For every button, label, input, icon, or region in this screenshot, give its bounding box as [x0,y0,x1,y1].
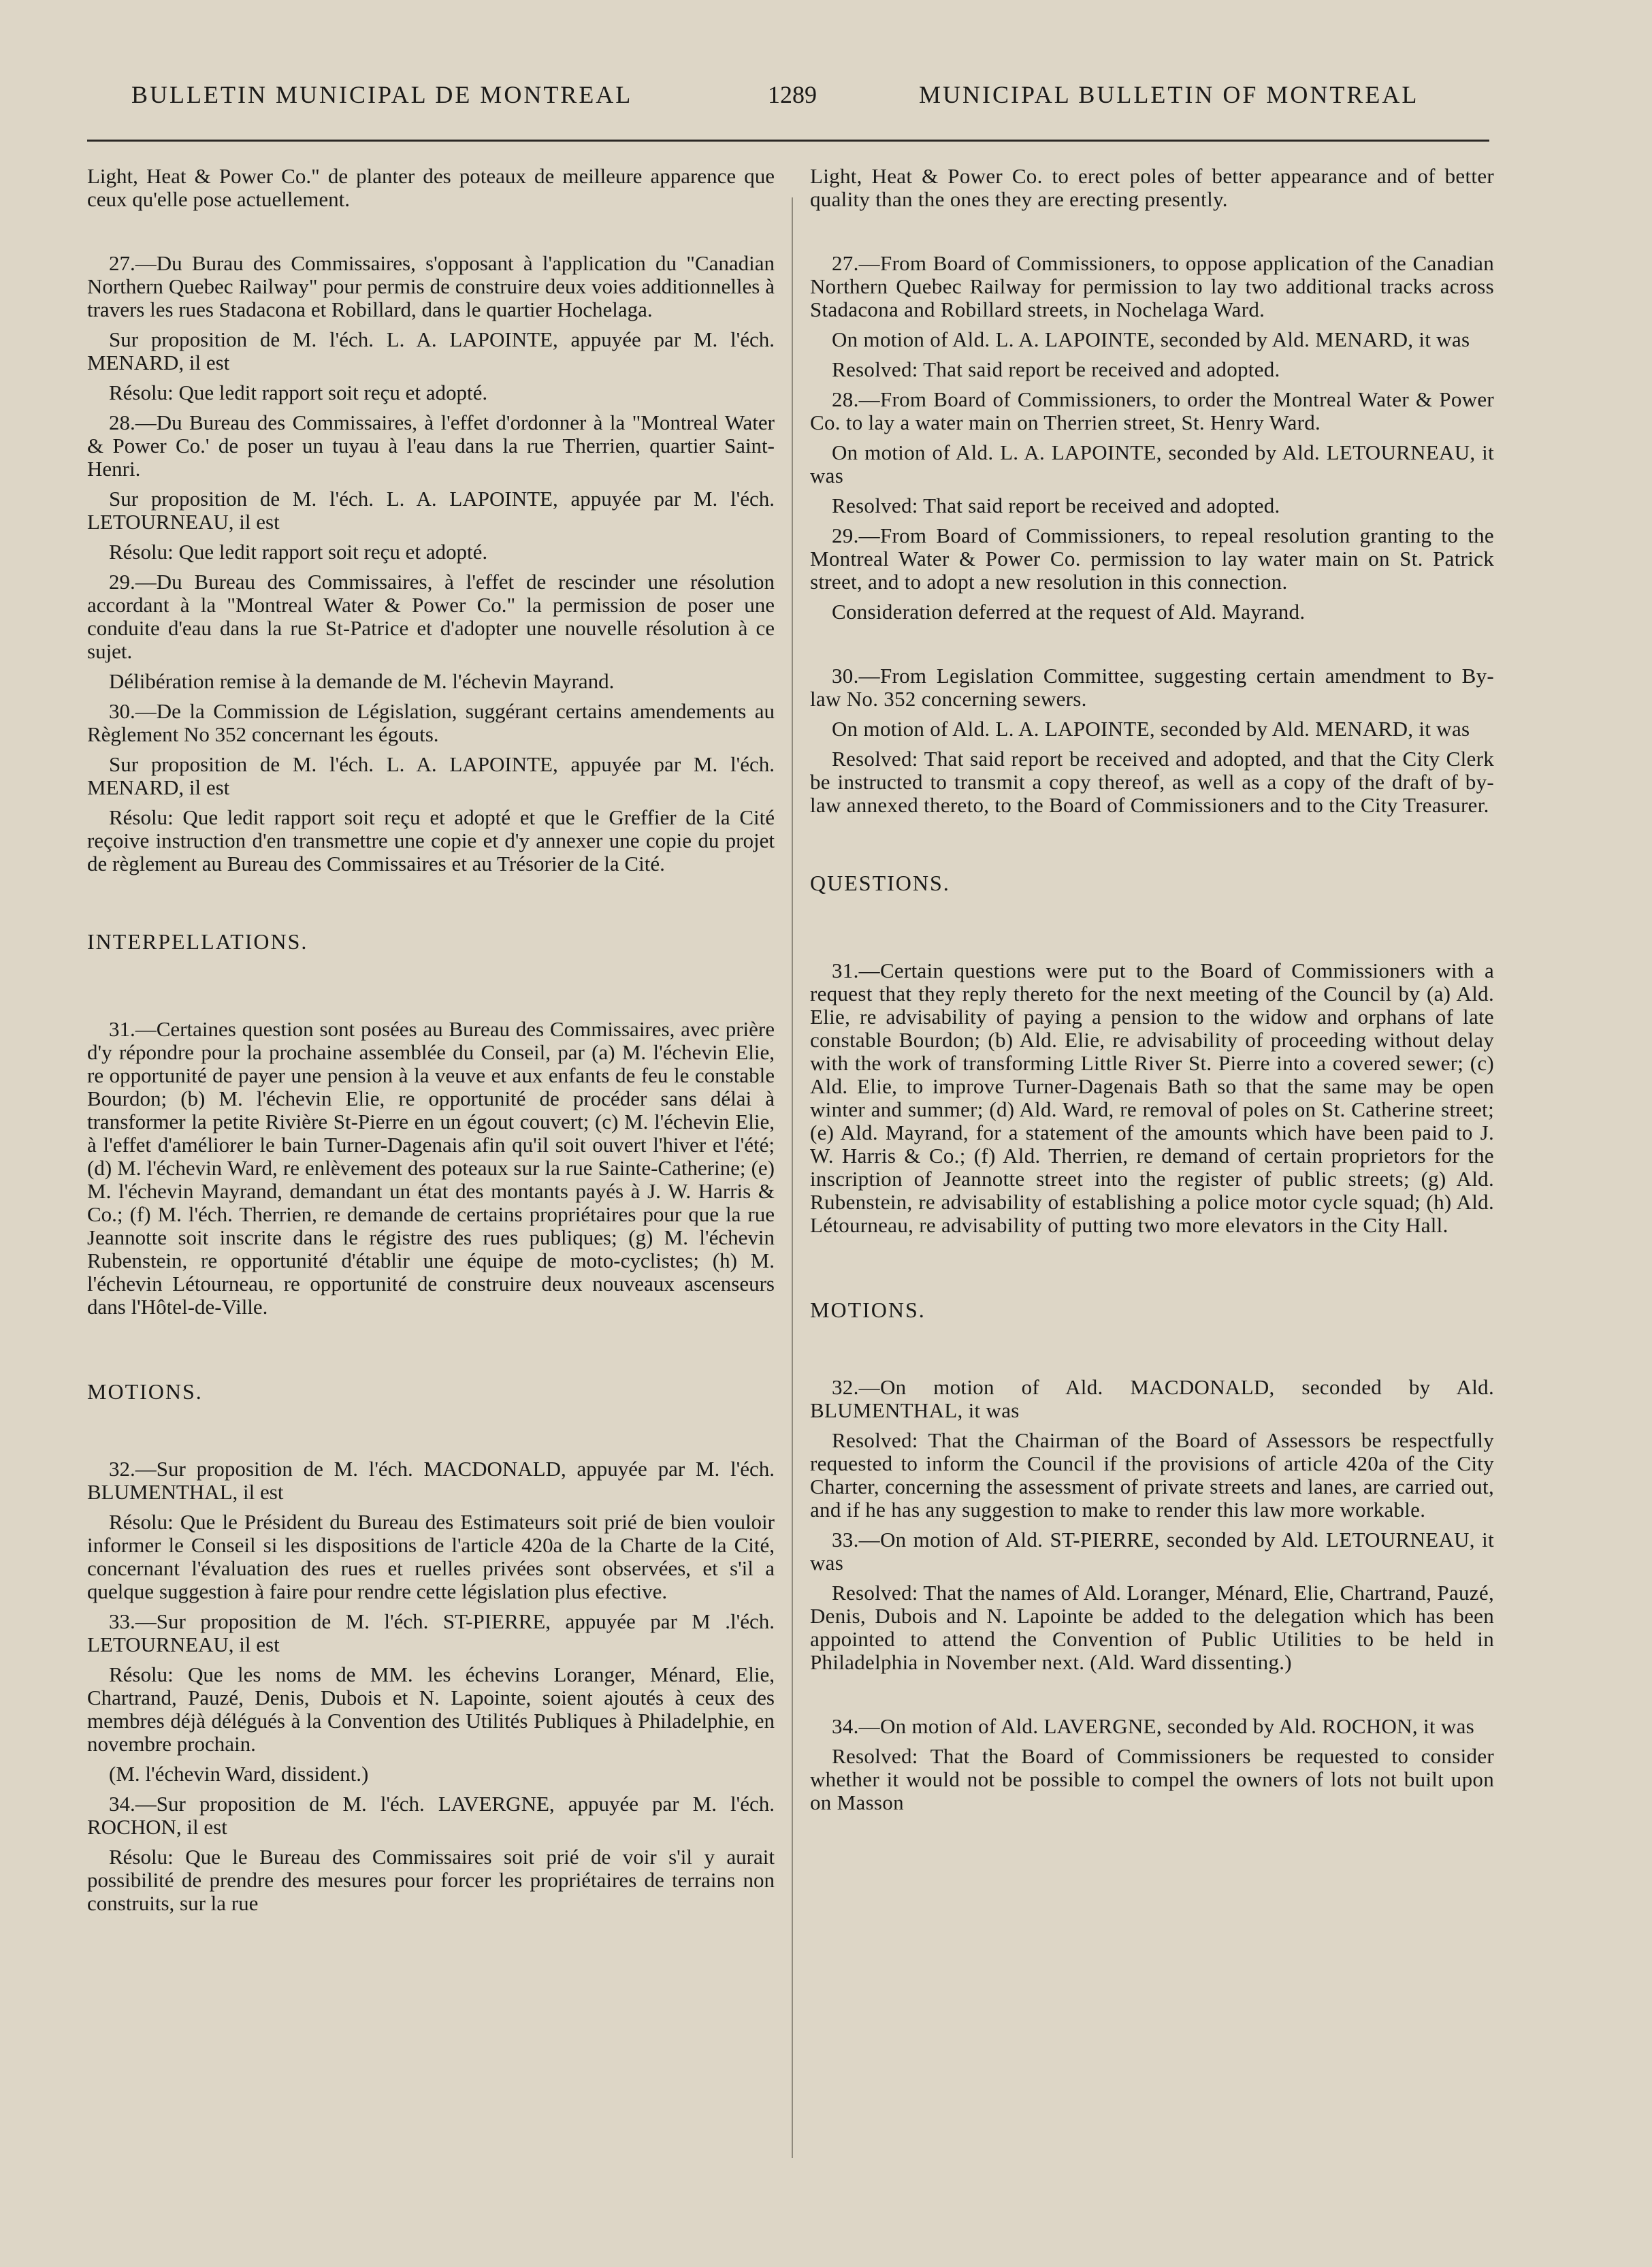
resolution: Résolu: Que ledit rapport soit reçu et adopté. [109,540,488,564]
header-rule [87,140,1489,142]
resolution: Resolved: That the Chairman of the Board of Assessors be respectfully requested to inform the Council if the provisions of article 420a of the City Charter, concerning the assessment of private streets and lanes, are carried out, and if he has any suggestion to make to render this law more workable. [810,1428,1494,1522]
column-divider [792,197,793,2158]
header-title-french: BULLETIN MUNICIPAL DE MONTREAL [131,81,633,108]
section-heading-questions: QUESTIONS. [810,871,950,895]
item-33: 33.—Sur proposition de M. l'éch. ST-PIERRE, appuyée par M .l'éch. LETOURNEAU, il est [87,1609,775,1656]
item-34: 34.—On motion of Ald. LAVERGNE, seconded by Ald. ROCHON, it was [832,1714,1474,1738]
resolution: Resolved: That said report be received and adopted, and that the City Clerk be instructed to transmit a copy thereof, as well as a copy of the draft of by-law annexed thereto, to the Board of Commissioners and to the City Treasurer. [810,747,1494,817]
page-header [0,80,1652,121]
section-heading-interpellations: INTERPELLATIONS. [87,929,308,954]
item-29: 29.—From Board of Commissioners, to repeal resolution granting to the Montreal Water & Power Co. permission to lay water main on St. Patrick street, and to adopt a new resolution in this connection. [810,524,1494,594]
item-28: 28.—From Board of Commissioners, to order the Montreal Water & Power Co. to lay a water main on Therrien street, St. Henry Ward. [810,387,1494,434]
item-32: 32.—On motion of Ald. MACDONALD, seconded by Ald. BLUMENTHAL, it was [810,1375,1494,1422]
section-heading-motions: MOTIONS. [87,1379,203,1404]
resolution: Résolu: Que le Président du Bureau des Estimateurs soit prié de bien vouloir informer le Conseil si les dispositions de l'article 420a de la Charte de la Cité, concernant l'évaluation des rues et ruelles privées sont observées, et s'il a quelque suggestion à faire pour rendre cette législation plus efective. [87,1510,775,1603]
item-34: 34.—Sur proposition de M. l'éch. LAVERGNE, appuyée par M. l'éch. ROCHON, il est [87,1792,775,1839]
motion-line: Sur proposition de M. l'éch. L. A. LAPOINTE, appuyée par M. l'éch. MENARD, il est [87,327,775,374]
paragraph: Light, Heat & Power Co." de planter des poteaux de meilleure apparence que ceux qu'elle pose actuellement. [87,164,775,211]
item-31: 31.—Certaines question sont posées au Bureau des Commissaires, avec prière d'y répondre pour la prochaine assemblée du Conseil, par (a) M. l'échevin Elie, re opportunité de payer une pension à la veuve et aux enfants de feu le constable Bourdon; (b) M. l'échevin Elie, re opportunité de procéder sans délai à transformer la petite Rivière St-Pierre en un égout couvert; (c) M. l'échevin Elie, à l'effet d'améliorer le bain Turner-Dagenais afin qu'il soit ouvert l'hiver et l'été; (d) M. l'échevin Ward, re enlèvement des poteaux sur la rue Sainte-Catherine; (e) M. l'échevin Mayrand, demandant un état des montants payés à J. W. Harris & Co.; (f) M. l'éch. Therrien, re demande de certains propriétaires pour que la rue Jeannotte soit inscrite dans le régistre des rues publiques; (g) M. l'échevin Rubenstein, re opportunité d'établir une équipe de moto-cyclistes; (h) M. l'échevin Létourneau, re opportunité de construire deux nouveaux ascenseurs dans l'Hôtel-de-Ville. [87,1017,775,1319]
item-27: 27.—Du Burau des Commissaires, s'opposant à l'application du "Canadian Northern Quebec Railway" pour permis de construire deux voies additionnelles à travers les rues Stadacona et Robillard, dans le quartier Hochelaga. [87,251,775,321]
item-28: 28.—Du Bureau des Commissaires, à l'effet d'ordonner à la "Montreal Water & Power Co.' de poser un tuyau à l'eau dans la rue Therrien, quartier Saint-Henri. [87,411,775,481]
item-30: 30.—From Legislation Committee, suggesting certain amendment to By-law No. 352 concerning sewers. [810,664,1494,711]
resolution: Consideration deferred at the request of Ald. Mayrand. [832,600,1306,624]
resolution: Resolved: That the names of Ald. Loranger, Ménard, Elie, Chartrand, Pauzé, Denis, Dubois and N. Lapointe be added to the delegation which has been appointed to attend the Convention of Public Utilities to be held in Philadelphia in November next. (Ald. Ward dissenting.) [810,1581,1494,1674]
item-32: 32.—Sur proposition de M. l'éch. MACDONALD, appuyée par M. l'éch. BLUMENTHAL, il est [87,1457,775,1504]
motion-line: On motion of Ald. L. A. LAPOINTE, seconded by Ald. LETOURNEAU, it was [810,440,1494,487]
english-column [810,165,1494,1821]
section-heading-motions: MOTIONS. [810,1298,926,1322]
paragraph: Light, Heat & Power Co. to erect poles of better appearance and of better quality than the ones they are erecting presently. [810,164,1494,211]
header-title-english: MUNICIPAL BULLETIN OF MONTREAL [919,81,1419,108]
motion-line: Sur proposition de M. l'éch. L. A. LAPOINTE, appuyée par M. l'éch. MENARD, il est [87,752,775,799]
resolution: Résolu: Que ledit rapport soit reçu et adopté et que le Greffier de la Cité reçoive instruction d'en transmettre une copie et d'y annexer une copie du projet de règlement au Bureau des Commissaires et au Trésorier de la Cité. [87,805,775,875]
resolution: Resolved: That said report be received and adopted. [832,494,1280,517]
item-31: 31.—Certain questions were put to the Board of Commissioners with a request that they reply thereto for the next meeting of the Council by (a) Ald. Elie, re advisability of paying a pension to the widow and orphans of late constable Bourdon; (b) Ald. Elie, re advisability of proceeding without delay with the work of transforming Little River St. Pierre into a covered sewer; (c) Ald. Elie, to improve Turner-Dagenais Bath so that the same may be open winter and summer; (d) Ald. Ward, re removal of poles on St. Catherine street; (e) Ald. Mayrand, for a statement of the amounts which have been paid to J. W. Harris & Co.; (f) Ald. Therrien, re demand of certain proprietors for the inscription of Jeannotte street into the register of public streets; (g) Ald. Rubenstein, re advisability of establishing a police motor cycle squad; (h) Ald. Létourneau, re advisability of putting two more elevators in the City Hall. [810,959,1494,1237]
item-29: 29.—Du Bureau des Commissaires, à l'effet de rescinder une résolution accordant à la "Montreal Water & Power Co." la permission de poser une conduite d'eau dans la rue St-Patrice et d'adopter une nouvelle résolution à ce sujet. [87,570,775,663]
page-number: 1289 [768,81,817,108]
dissent-note: (M. l'échevin Ward, dissident.) [109,1762,369,1786]
resolution: Resolved: That said report be received and adopted. [832,357,1280,381]
resolution: Resolved: That the Board of Commissioners be requested to consider whether it would not be possible to compel the owners of lots not built upon on Masson [810,1744,1494,1814]
motion-line: On motion of Ald. L. A. LAPOINTE, seconded by Ald. MENARD, it was [832,327,1470,351]
resolution: Résolu: Que ledit rapport soit reçu et adopté. [109,381,488,404]
resolution: Délibération remise à la demande de M. l'échevin Mayrand. [109,669,615,693]
item-33: 33.—On motion of Ald. ST-PIERRE, seconded by Ald. LETOURNEAU, it was [810,1528,1494,1575]
french-column [87,165,775,1922]
item-27: 27.—From Board of Commissioners, to oppose application of the Canadian Northern Quebec Railway for permission to lay two additional tracks across Stadacona and Robillard streets, in Nochelaga Ward. [810,251,1494,321]
motion-line: Sur proposition de M. l'éch. L. A. LAPOINTE, appuyée par M. l'éch. LETOURNEAU, il est [87,487,775,534]
resolution: Résolu: Que le Bureau des Commissaires soit prié de voir s'il y aurait possibilité de prendre des mesures pour forcer les propriétaires de terrains non construits, sur la rue [87,1845,775,1915]
motion-line: On motion of Ald. L. A. LAPOINTE, seconded by Ald. MENARD, it was [832,717,1470,741]
resolution: Résolu: Que les noms de MM. les échevins Loranger, Ménard, Elie, Chartrand, Pauzé, Denis, Dubois et N. Lapointe, soient ajoutés à ceux des membres déjà délégués à la Convention des Utilités Publiques à Philadelphie, en novembre prochain. [87,1662,775,1756]
item-30: 30.—De la Commission de Législation, suggérant certains amendements au Règlement No 352 concernant les égouts. [87,699,775,746]
